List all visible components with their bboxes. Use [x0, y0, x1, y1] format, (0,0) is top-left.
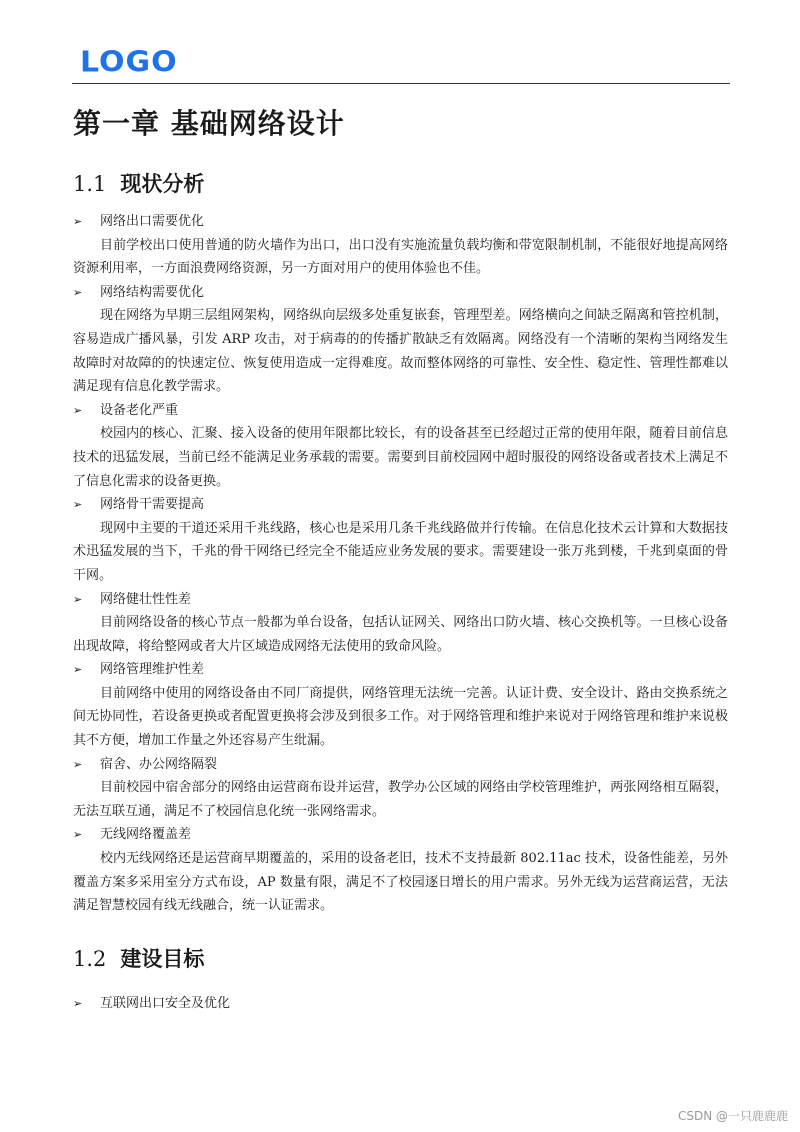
- list-item-heading: ➢ 无线网络覆盖差: [73, 823, 728, 847]
- section-title: 建设目标: [120, 946, 205, 971]
- arrowhead-bullet-icon: ➢: [73, 285, 83, 299]
- header-divider: [72, 83, 730, 84]
- section-heading-1-2: [73, 944, 204, 974]
- list-item-heading: ➢ 设备老化严重: [73, 399, 728, 423]
- section-heading-1-1: [73, 169, 204, 199]
- section-body: [73, 210, 728, 918]
- list-item-paragraph: 校园内的核心、汇聚、接入设备的使用年限都比较长，有的设备甚至已经超过正常的使用年限，随着目前信息技术的迅猛发展，当前已经不能满足业务承载的需要。需要到目前校园网中超时服役的网络设备或者技术上满足不了信息化需求的设备更换。: [73, 426, 728, 489]
- list-item-paragraph: 目前网络中使用的网络设备由不同厂商提供，网络管理无法统一完善。认证计费、安全设计、路由交换系统之间无协同性，若设备更换或者配置更换将会涉及到很多工作。对于网络管理和维护来说对于网络管理和维护来说极其不方便，增加工作量之外还容易产生纰漏。: [73, 685, 728, 749]
- list-item-paragraph: 现网中主要的干道还采用千兆线路，核心也是采用几条千兆线路做并行传输。在信息化技术云计算和大数据技术迅猛发展的当下，千兆的骨干网络已经完全不能适应业务发展的要求。需要建设一张万兆到楼，千兆到桌面的骨干网。: [73, 520, 728, 583]
- list-item-heading: ➢ 网络健壮性性差: [73, 588, 728, 612]
- arrowhead-bullet-icon: ➢: [73, 403, 83, 417]
- logo: LOGO: [80, 45, 178, 80]
- list-item-heading: ➢ 互联网出口安全及优化: [73, 992, 230, 1016]
- section-number: 1.2: [73, 947, 107, 971]
- list-item-paragraph: 目前校园中宿舍部分的网络由运营商布设并运营，教学办公区域的网络由学校管理维护，两张网络相互隔裂，无法互联互通，满足不了校园信息化统一张网络需求。: [73, 780, 728, 819]
- arrowhead-bullet-icon: ➢: [73, 592, 83, 606]
- section-title: 现状分析: [120, 171, 205, 196]
- arrowhead-bullet-icon: ➢: [73, 757, 83, 771]
- watermark: CSDN @一只鹿鹿鹿: [677, 1109, 788, 1123]
- arrowhead-bullet-icon: ➢: [73, 498, 83, 512]
- arrowhead-bullet-icon: ➢: [73, 215, 83, 228]
- list-item-heading: ➢ 网络结构需要优化: [73, 281, 728, 305]
- list-item-paragraph: 目前学校出口使用普通的防火墙作为出口，出口没有实施流量负载均衡和带宽限制机制，不能很好地提高网络资源利用率，一方面浪费网络资源，另一方面对用户的使用体验也不佳。: [73, 237, 728, 277]
- list-item-heading: ➢ 网络出口需要优化: [73, 210, 728, 234]
- list-item-heading: ➢ 网络管理维护性差: [73, 658, 728, 682]
- section-number: 1.1: [73, 172, 107, 196]
- arrowhead-bullet-icon: ➢: [73, 663, 83, 677]
- list-item-paragraph: 目前网络设备的核心节点一般都为单台设备，包括认证网关、网络出口防火墙、核心交换机等。一旦核心设备出现故障，将给整网或者大片区域造成网络无法使用的致命风险。: [73, 615, 728, 654]
- list-item-heading: ➢ 网络骨干需要提高: [73, 493, 728, 517]
- arrowhead-bullet-icon: ➢: [73, 997, 83, 1010]
- arrowhead-bullet-icon: ➢: [73, 828, 83, 842]
- list-item-paragraph: 现在网络为早期三层组网架构，网络纵向层级多处重复嵌套，管理型差。网络横向之间缺乏隔离和管控机制，容易造成广播风暴，引发 ARP 攻击，对于病毒的的传播扩散缺乏有效隔离。网络没有一个清晰的架构当网络发生故障时对故障的的快速定位、恢复使用造成一定得难度。故而整体网络的可靠性、安全性、稳定性、管理性都难以满足现有信息化教学需求。: [73, 308, 728, 395]
- list-item-heading: ➢ 宿舍、办公网络隔裂: [73, 753, 728, 777]
- chapter-title: 第一章 基础网络设计: [73, 107, 345, 140]
- list-item-paragraph: 校内无线网络还是运营商早期覆盖的，采用的设备老旧，技术不支持最新 802.11ac 技术，设备性能差，另外覆盖方案多采用室分方式布设，AP 数量有限，满足不了校园逐日增长的用户需求。另外无线为运营商运营，无法满足智慧校园有线无线融合，统一认证需求。: [73, 851, 728, 914]
